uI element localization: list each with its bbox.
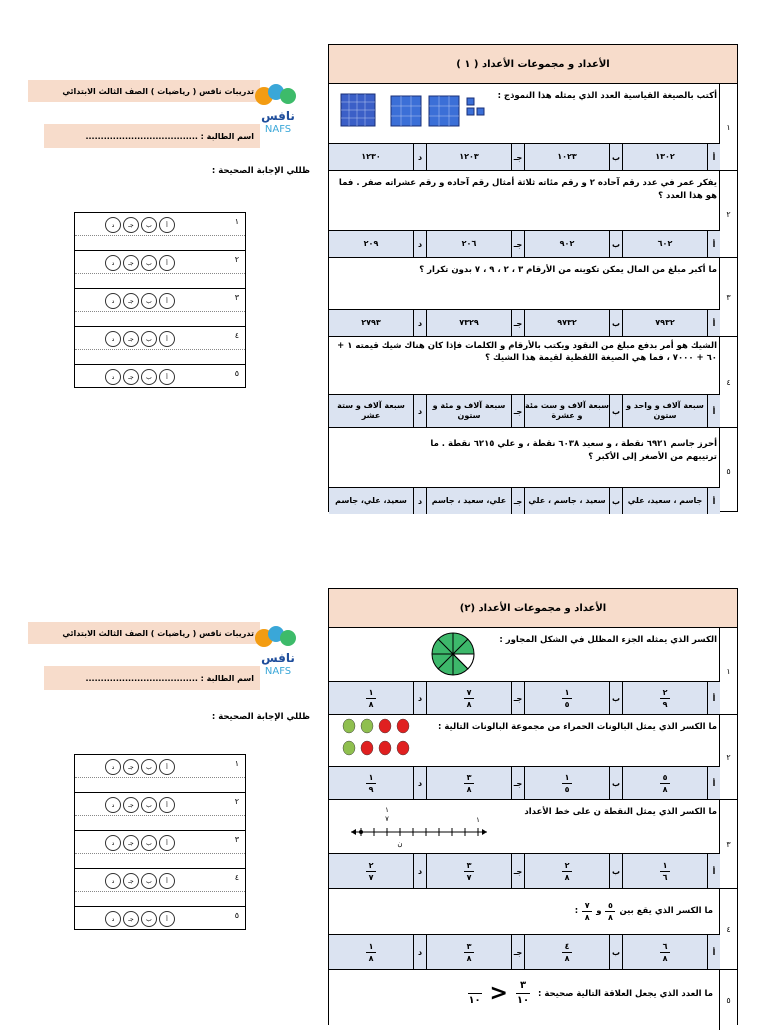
option-b[interactable]: سعيد ، جاسم ، علي [524,488,609,514]
conjunction: و [596,906,602,916]
option-b[interactable] [524,935,609,969]
numerator: ١ [368,941,374,951]
bubble-c[interactable]: جـ [123,369,139,385]
options-row [329,681,720,714]
bubble-d[interactable]: د [105,255,121,271]
bubble-b[interactable]: ب [141,873,157,889]
option-c[interactable] [426,854,511,888]
option-d[interactable] [329,935,413,969]
bubble-b[interactable]: ب [141,331,157,347]
bubble-b[interactable]: ب [141,293,157,309]
denominator: ٨ [564,872,570,882]
question-text: ما الكسر الذي يقع بين [619,906,713,916]
denominator: ٩ [662,699,668,709]
option-letter: ب [609,854,622,888]
base-ten-blocks-image [337,88,487,132]
bubble-c[interactable]: جـ [123,759,139,775]
question-number: ١ [719,628,737,714]
option-c[interactable]: سبعة آلاف و مئة و ستون [426,395,511,427]
answer-row: ٥ أ ب جـ د [75,365,245,387]
option-letter: أ [707,144,720,170]
number-line-image [335,804,495,850]
bubble-d[interactable]: د [105,911,121,927]
bubble-a[interactable]: أ [159,331,175,347]
worksheet-1-title: الأعداد و مجموعات الأعداد ( ١ ) [329,45,737,84]
answer-row: ٤ أ ب جـ د [75,869,245,892]
option-letter: ب [609,231,622,257]
question-1 [329,628,737,715]
bubble-b[interactable]: ب [141,255,157,271]
option-letter: جـ [511,395,524,427]
fraction-known: $\frac{٣}{١٠}$ [516,980,530,1006]
option-a[interactable] [622,854,707,888]
option-a[interactable]: ٦٠٢ [622,231,707,257]
option-letter: د [413,488,426,514]
option-letter: أ [707,310,720,336]
option-c[interactable] [426,682,511,714]
option-letter: جـ [511,854,524,888]
denominator: ٥ [564,784,570,794]
options-row [329,143,720,170]
answer-row: ٢ أ ب جـ د [75,793,245,816]
option-b[interactable] [524,854,609,888]
bubble-a[interactable]: أ [159,293,175,309]
numerator: ٢ [662,687,668,697]
option-letter: أ [707,488,720,514]
option-b[interactable] [524,767,609,799]
denominator: ٨ [466,784,472,794]
denominator: ٨ [368,953,374,963]
option-a[interactable] [622,935,707,969]
bubble-a[interactable]: أ [159,835,175,851]
option-a[interactable]: جاسم ، سعيد، علي [622,488,707,514]
numerator: ٢ [564,860,570,870]
question-text: ما العدد الذي يجعل العلاقة التالية صحيحة : [537,988,713,999]
bubble-a[interactable]: أ [159,217,175,233]
bubble-b[interactable]: ب [141,797,157,813]
numerator: ٣ [466,860,472,870]
bubble-c[interactable]: جـ [123,331,139,347]
option-a[interactable]: سبعة آلاف و واحد و ستون [622,395,707,427]
question-4 [329,337,737,428]
fraction-b: $\frac{٧}{٨}$ [582,901,592,922]
answer-row: ١ أ ب جـ د [75,755,245,778]
bubble-d[interactable]: د [105,217,121,233]
answer-row: ٣ أ ب جـ د [75,289,245,312]
bubble-d[interactable]: د [105,369,121,385]
question-4-statement: ما الكسر الذي يقع بين $\frac{٥}{٨}$ و $\frac{٧}{٨}$ : [575,895,713,927]
bubble-b[interactable]: ب [141,217,157,233]
option-letter: د [413,395,426,427]
question-number: ٥ [719,428,737,514]
options-row [329,934,720,969]
options-row [329,394,720,427]
answer-row: ١ أ ب جـ د [75,213,245,236]
option-letter: د [413,767,426,799]
options-row [329,230,720,257]
numerator: ١ [368,687,374,697]
shaded-circle-image [425,630,481,678]
option-d[interactable]: سبعة آلاف و ستة عشر [337,401,405,420]
denominator: ٨ [368,699,374,709]
denominator: ٨ [564,953,570,963]
numerator: ١ [564,772,570,782]
numerator: ٣ [466,772,472,782]
option-letter: أ [707,682,720,714]
question-number: ٢ [719,715,737,799]
question-number: ٣ [719,800,737,888]
number-line-label: ١ [385,806,389,814]
question-5 [329,970,737,1030]
bubble-c[interactable]: جـ [123,293,139,309]
question-text: ما أكبر مبلغ من المال يمكن تكوينه من الأرقام ٣ ، ٢ ، ٩ ، ٧ بدون تكرار ؟ [419,265,717,275]
bubble-d[interactable]: د [105,759,121,775]
answer-row: ٥ أ ب جـ د [75,907,245,929]
option-a[interactable] [622,682,707,714]
option-b[interactable]: ٩٧٣٢ [524,310,609,336]
option-letter: ب [609,144,622,170]
choose-instruction: ظللي الإجابة الصحيحة : [211,712,310,722]
numerator: ١ [368,772,374,782]
denominator: ٨ [662,784,668,794]
question-text: ما الكسر الذي يمثل البالونات الحمراء من مجموعة البالونات التالية : [438,722,717,732]
student-name-label[interactable]: اسم الطالبة : ..................................... [85,673,254,683]
bubble-c[interactable]: جـ [123,873,139,889]
student-name-band [44,124,260,148]
option-letter: ب [609,682,622,714]
bubble-c[interactable]: جـ [123,797,139,813]
student-name-band [44,666,260,690]
bubble-d[interactable]: د [105,797,121,813]
option-c[interactable]: ١٢٠٣ [426,144,511,170]
bubble-b[interactable]: ب [141,911,157,927]
question-number: ٣ [719,258,737,336]
denominator: ٨ [466,953,472,963]
option-letter: أ [707,395,720,427]
option-c[interactable]: علي، سعيد ، جاسم [426,488,511,514]
bubble-a[interactable]: أ [159,797,175,813]
option-d[interactable]: ١٢٣٠ [361,152,381,161]
option-a[interactable]: ١٣٠٢ [622,144,707,170]
numerator: ٢ [368,860,374,870]
numerator: ٣ [466,941,472,951]
fraction-blank[interactable]: ١٠ [468,995,481,1006]
answer-sheet-1 [74,212,246,388]
program-title: تدريبات نافس ( رياضيات ) الصف الثالث الابتدائي [62,628,254,638]
question-number: ٥ [719,970,737,1030]
question-4 [329,889,737,970]
bubble-d[interactable]: د [105,873,121,889]
options-row [329,766,720,799]
number-line-label: ١ [476,816,480,824]
bubble-b[interactable]: ب [141,835,157,851]
question-text: يفكر عمر في عدد رقم آحاده ٢ و رقم مئاته ثلاثة أمثال رقم آحاده و رقم عشراته صفر . فما هو هذا العدد ؟ [338,178,717,201]
option-a[interactable]: ٧٩٣٢ [622,310,707,336]
option-b[interactable]: ١٠٢٣ [524,144,609,170]
question-2 [329,171,737,258]
option-letter: جـ [511,767,524,799]
student-name-label[interactable]: اسم الطالبة : ..................................... [85,131,254,141]
option-letter: د [413,682,426,714]
question-3 [329,258,737,337]
option-letter: ب [609,767,622,799]
denominator: ٧ [466,872,472,882]
denominator: ٨ [466,699,472,709]
numerator: ٤ [564,941,570,951]
numerator: ١ [662,860,668,870]
question-5 [329,428,737,514]
question-text: أحرز جاسم ٦٩٢١ نقطة ، و سعيد ٦٠٣٨ نقطة ، و علي ٦٢١٥ نقطة . ما ترتيبهم من الأصغر إلى الأكبر ؟ [430,439,717,462]
option-d[interactable]: سعيد، علي، جاسم [335,496,407,505]
option-letter: ب [609,488,622,514]
program-title: تدريبات نافس ( رياضيات ) الصف الثالث الابتدائي [62,86,254,96]
bubble-d[interactable]: د [105,293,121,309]
answer-row: ٢ أ ب جـ د [75,251,245,274]
logo-arabic: نافس [261,109,295,123]
options-row [329,309,720,336]
bubble-d[interactable]: د [105,835,121,851]
option-b[interactable]: سبعة آلاف و ست مئة و عشرة [524,395,609,427]
option-d[interactable]: ٢٧٩٣ [361,318,381,327]
question-5-statement [468,980,713,1007]
option-letter: ب [609,310,622,336]
number-line-label: ٧ [385,815,389,823]
option-d[interactable] [329,767,413,799]
worksheet-2-title: الأعداد و مجموعات الأعداد (٢) [329,589,737,628]
option-letter: ب [609,395,622,427]
option-letter: د [413,935,426,969]
bubble-c[interactable]: جـ [123,255,139,271]
option-c[interactable]: ٢٠٦ [426,231,511,257]
fraction-a: $\frac{٥}{٨}$ [605,901,615,922]
option-d[interactable]: ٢٠٩ [363,239,379,248]
worksheet-2 [328,588,738,1025]
denominator: ٦ [662,872,668,882]
bubble-a[interactable]: أ [159,873,175,889]
option-letter: د [413,144,426,170]
denominator: ٨ [662,953,668,963]
logo-english: NAFS [264,666,292,677]
answer-row: ٣ أ ب جـ د [75,831,245,854]
option-letter: أ [707,231,720,257]
point-label: ن [397,840,403,848]
denominator: ٩ [368,784,374,794]
option-letter: جـ [511,935,524,969]
question-text: أكتب بالصيغة القياسية العدد الذي يمثله هذا النموذج : [497,91,717,101]
question-2 [329,715,737,800]
bubble-b[interactable]: ب [141,759,157,775]
question-number: ٢ [719,171,737,257]
option-letter: جـ [511,682,524,714]
bubble-d[interactable]: د [105,331,121,347]
option-a[interactable] [622,767,707,799]
option-letter: د [413,231,426,257]
option-d[interactable] [329,854,413,888]
logo-english: NAFS [264,124,292,135]
program-title-band [28,80,260,102]
question-number: ١ [719,84,737,170]
option-d[interactable] [329,682,413,714]
option-letter: د [413,854,426,888]
option-letter: د [413,310,426,336]
program-title-band [28,622,260,644]
option-c[interactable] [426,935,511,969]
numerator: ١ [564,687,570,697]
option-c[interactable]: ٧٣٢٩ [426,310,511,336]
option-letter: جـ [511,231,524,257]
numerator: ٥ [662,772,668,782]
option-letter: ب [609,935,622,969]
option-letter: جـ [511,310,524,336]
numerator: ٦ [662,941,668,951]
bubble-a[interactable]: أ [159,911,175,927]
option-b[interactable]: ٩٠٢ [524,231,609,257]
answer-row: ٤ أ ب جـ د [75,327,245,350]
numerator: ٧ [466,687,472,697]
denominator: ٥ [564,699,570,709]
option-c[interactable] [426,767,511,799]
answer-sheet-2 [74,754,246,930]
options-row [329,853,720,888]
question-text: الشيك هو أمر بدفع مبلغ من النقود ويكتب بالأرقام و الكلمات فإذا كان هناك شيك قيمته ١ + ٦٠ + ٧٠٠٠ ، فما هي الصيغة اللفظية لقيمة هذا الشيك ؟ [337,341,717,363]
worksheet-1 [328,44,738,512]
options-row [329,487,720,514]
logo-arabic: نافس [261,651,295,665]
question-1 [329,84,737,171]
option-letter: جـ [511,488,524,514]
bubble-b[interactable]: ب [141,369,157,385]
option-letter: أ [707,935,720,969]
option-letter: أ [707,854,720,888]
bubble-c[interactable]: جـ [123,217,139,233]
option-b[interactable] [524,682,609,714]
bubble-c[interactable]: جـ [123,911,139,927]
question-3 [329,800,737,889]
less-than-symbol: < [489,981,508,1006]
bubble-a[interactable]: أ [159,255,175,271]
question-number: ٤ [719,889,737,969]
bubble-a[interactable]: أ [159,369,175,385]
question-text: ما الكسر الذي يمثل النقطة ن على خط الأعداد [524,807,717,817]
choose-instruction: ظللي الإجابة الصحيحة : [211,166,310,176]
bubble-a[interactable]: أ [159,759,175,775]
question-number: ٤ [719,337,737,427]
balloons-image [339,717,415,763]
question-text: الكسر الذي يمثله الجزء المظلل في الشكل المجاور : [499,635,717,645]
bubble-c[interactable]: جـ [123,835,139,851]
option-letter: أ [707,767,720,799]
denominator: ٧ [368,872,374,882]
option-letter: جـ [511,144,524,170]
